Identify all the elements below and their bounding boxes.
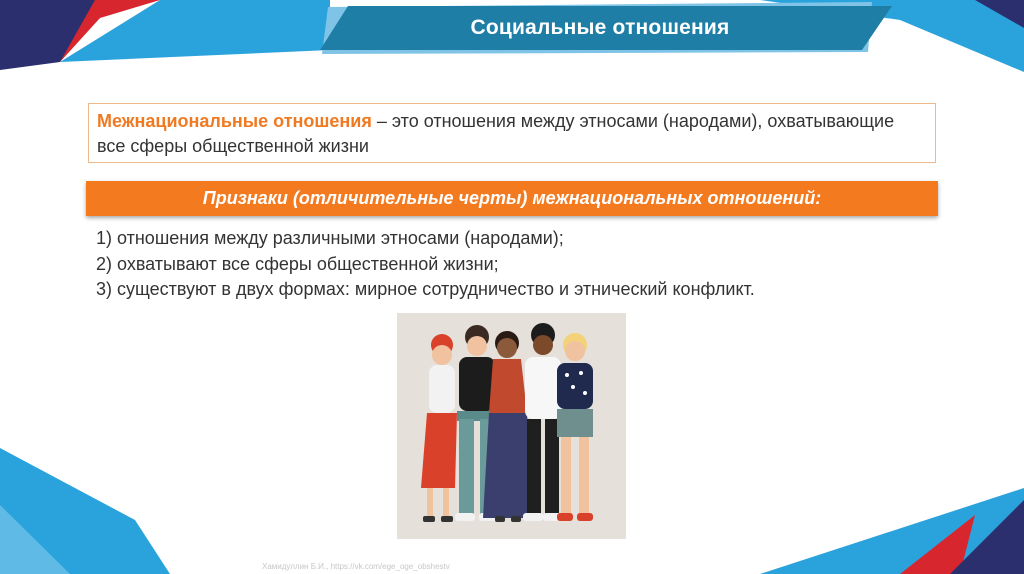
person-5 <box>557 333 593 521</box>
list-item: 3) существуют в двух формах: мирное сотрудничество и этнический конфликт. <box>96 279 755 299</box>
people-group-image <box>397 313 626 539</box>
page-title: Социальные отношения <box>470 16 730 39</box>
people-illustration <box>397 313 626 539</box>
footer-credit: Хамидуллин Б.И., https://vk.com/ege_oge_obshestv <box>262 562 450 571</box>
person-1 <box>421 334 457 522</box>
definition-text: – это отношения между этносами (народами), охватывающие все сферы общественной жизни <box>97 111 895 156</box>
signs-list <box>96 226 755 303</box>
signs-header: Признаки (отличительные черты) межнациональных отношений: <box>86 181 938 216</box>
definition-box <box>88 103 936 163</box>
list-item: 1) отношения между различными этносами (народами); <box>96 228 564 248</box>
definition-term: Межнациональные отношения <box>97 111 372 131</box>
list-item: 2) охватывают все сферы общественной жизни; <box>96 253 499 274</box>
